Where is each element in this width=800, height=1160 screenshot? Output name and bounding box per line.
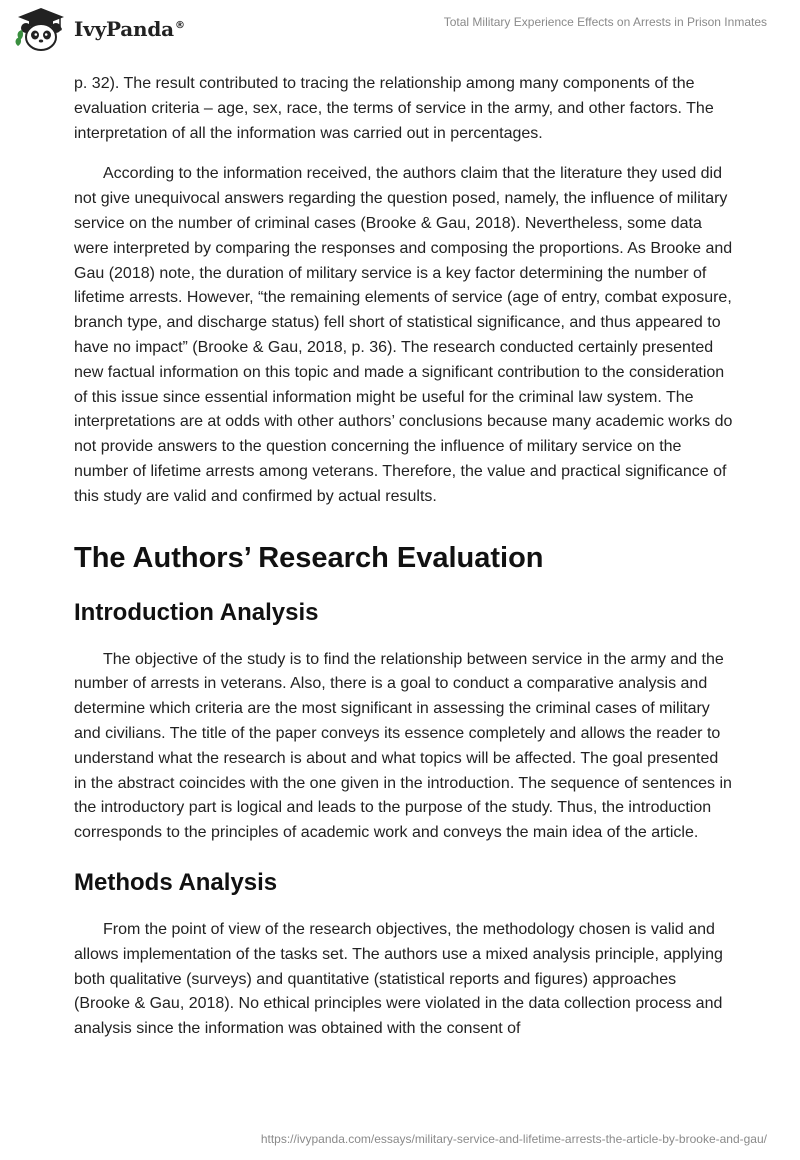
panda-graduate-icon — [14, 6, 68, 52]
document-title: Total Military Experience Effects on Arrests in Prison Inmates — [443, 15, 767, 29]
paragraph-findings: According to the information received, the authors claim that the literature they used did not give unequivocal answers regarding the question posed, namely, the influence of military service on the number of criminal cases (Brooke & Gau, 2018). Nevertheless, some data were interpreted by comparing the responses and composing the proportions. As Brooke and Gau (2018) note, the duration of military service is a key factor determining the number of lifetime arrests. However, “the remaining elements of service (age of entry, combat exposure, branch type, and discharge status) fell short of statistical significance, and thus appeared to have no impact” (Brooke & Gau, 2018, p. 36). The research conducted certainly presented new factual information on this topic and made a significant contribution to the consideration of this issue since essential information might be useful for the criminal law system. The interpretations are at odds with other authors’ conclusions because many academic works do not provide answers to the question concerning the influence of military service on the number of lifetime arrests among veterans. Therefore, the value and practical significance of this study are valid and confirmed by actual results. — [74, 165, 733, 505]
paragraph-introduction: The objective of the study is to find the relationship between service in the army and the number of arrests in veterans. Also, there is a goal to conduct a comparative analysis and determine which criteria are the most significant in assessing the criminal cases of military and civilians. The title of the paper conveys its essence completely and allows the reader to understand what the research is about and what topics will be affected. The goal presented in the abstract coincides with the one given in the introduction. The sequence of sentences in the introductory part is logical and leads to the purpose of the study. Thus, the introduction corresponds to the principles of academic work and conveys the main idea of the article. — [74, 650, 732, 842]
subsection-heading-introduction: Introduction Analysis — [74, 598, 319, 626]
logo-text: IvyPanda — [74, 17, 174, 41]
essay-content — [74, 72, 734, 1058]
source-url-link[interactable]: https://ivypanda.com/essays/military-service-and-lifetime-arrests-the-article-by-brooke-and-gau/ — [260, 1132, 767, 1146]
section-heading: The Authors’ Research Evaluation — [74, 541, 544, 574]
paragraph-continued: p. 32). The result contributed to tracing the relationship among many components of the evaluation criteria – age, sex, race, the terms of service in the army, and other factors. The interpretation of all the information was carried out in percentages. — [74, 75, 714, 142]
logo-registered-mark: ® — [174, 20, 185, 32]
subsection-heading-methods: Methods Analysis — [74, 868, 278, 896]
ivypanda-logo[interactable] — [14, 6, 185, 52]
page-header — [0, 0, 800, 60]
paragraph-methods: From the point of view of the research objectives, the methodology chosen is valid and allows implementation of the tasks set. The authors use a mixed analysis principle, applying both qualitative (surveys) and quantitative (statistical reports and figures) approaches (Brooke & Gau, 2018). No ethical principles were violated in the data collection process and analysis since the information was obtained with the consent of — [74, 920, 723, 1038]
logo-wordmark — [74, 17, 185, 41]
